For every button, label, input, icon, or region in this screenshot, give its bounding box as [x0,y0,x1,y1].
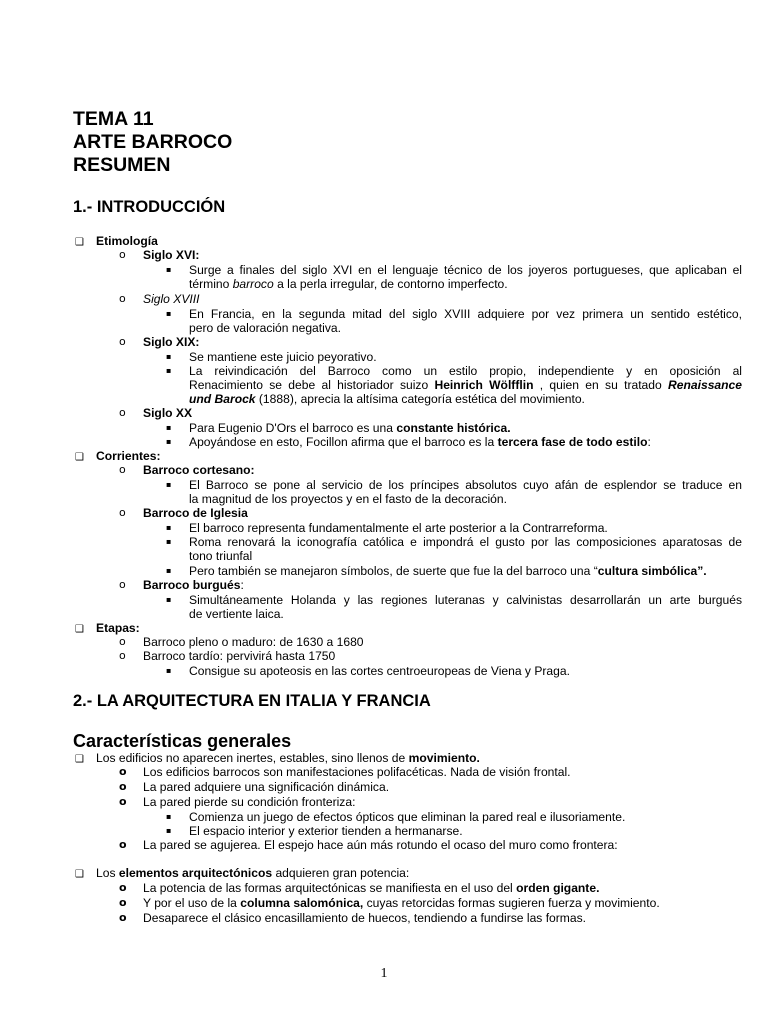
etapa-2-text: Barroco tardío: pervivirá hasta 1750 [143,649,336,663]
siglo-xviii-text-1: En Francia, en la segunda mitad del siglo XVIII adquiere por vez primera un sentido estético, [189,307,742,321]
circle-bullet-icon: o [119,911,127,924]
siglo-xix-text-2: La reivindicación del Barroco como un estilo propio, independiente y en oposición al [189,364,742,378]
iglesia-text-2: Roma renovará la iconografía católica e impondrá el gusto por las composiciones aparatosas de [189,535,742,549]
etapas-label: Etapas: [96,621,140,635]
circle-bullet-icon: o [119,506,126,519]
cortesano-text-2: la magnitud de los proyectos y en el fasto de la decoración. [189,492,507,506]
iglesia-text-1: El barroco representa fundamentalmente el arte posterior a la Contrarreforma. [189,521,608,535]
elementos-point: Los elementos arquitectónicos adquieren gran potencia: [96,866,410,880]
barroco-cortesano-label: Barroco cortesano: [143,463,255,477]
document-title [73,108,232,177]
siglo-xix-text-4: und Barock (1888), aprecia la altísima categoría estética del movimiento. [189,392,585,406]
siglo-xvi-text-2: término barroco a la perla irregular, de contorno imperfecto. [189,277,508,291]
circle-bullet-icon: o [119,649,126,662]
square-bullet-icon: ▪ [166,423,172,432]
movimiento-sub-1: Los edificios barrocos son manifestaciones polifacéticas. Nada de visión frontal. [143,765,571,779]
circle-bullet-icon: o [119,335,126,348]
square-bullet-icon: ▪ [166,265,172,274]
page-number: 1 [380,966,388,981]
siglo-xviii-label: Siglo XVIII [143,292,200,306]
square-bullet-icon: ▪ [166,666,172,675]
siglo-xx-text-1: Para Eugenio D'Ors el barroco es una constante histórica. [189,421,511,435]
movimiento-sub-4: La pared se agujerea. El espejo hace aún más rotundo el ocaso del muro como frontera: [143,838,618,852]
circle-bullet-icon: o [119,292,126,305]
checkbox-bullet-icon: ❑ [75,754,84,765]
etimologia-label: Etimología [96,234,158,248]
square-bullet-icon: ▪ [166,309,172,318]
checkbox-bullet-icon: ❑ [75,452,84,463]
iglesia-text-3: tono triunfal [189,549,253,563]
siglo-xix-text-1: Se mantiene este juicio peyorativo. [189,350,377,364]
corrientes-label: Corrientes: [96,449,161,463]
cortesano-text-1: El Barroco se pone al servicio de los príncipes absolutos cuyo afán de esplendor se traduce en [189,478,742,492]
title-line-2: ARTE BARROCO [73,131,233,153]
section-1-heading: 1.- INTRODUCCIÓN [73,198,226,216]
elementos-sub-1: La potencia de las formas arquitectónicas se manifiesta en el uso del orden gigante. [143,881,600,895]
siglo-xix-text-3: Renacimiento se debe al historiador suizo Heinrich Wölfflin , quien en su tratado Renaissance [189,378,742,392]
etapa-1-text: Barroco pleno o maduro: de 1630 a 1680 [143,635,364,649]
movimiento-point: Los edificios no aparecen inertes, estables, sino llenos de movimiento. [96,751,480,765]
square-bullet-icon: ▪ [166,523,172,532]
square-bullet-icon: ▪ [166,812,172,821]
barroco-iglesia-label: Barroco de Iglesia [143,506,248,520]
title-line-1: TEMA 11 [73,108,154,130]
movimiento-sub-3-detail-1: Comienza un juego de efectos ópticos que eliminan la pared real e ilusoriamente. [189,810,626,824]
circle-bullet-icon: o [119,795,127,808]
checkbox-bullet-icon: ❑ [75,869,84,880]
square-bullet-icon: ▪ [166,437,172,446]
iglesia-text-4: Pero también se manejaron símbolos, de suerte que fue la del barroco una “cultura simbólica”. [189,564,707,578]
square-bullet-icon: ▪ [166,366,172,375]
burgues-text-2: de vertiente laica. [189,607,284,621]
circle-bullet-icon: o [119,635,126,648]
siglo-xvi-text-1: Surge a finales del siglo XVI en el lenguaje técnico de los joyeros portugueses, que aplicaban el [189,263,742,277]
checkbox-bullet-icon: ❑ [75,624,84,635]
circle-bullet-icon: o [119,780,127,793]
siglo-xviii-text-2: pero de valoración negativa. [189,321,341,335]
elementos-sub-3: Desaparece el clásico encasillamiento de huecos, tendiendo a fundirse las formas. [143,911,587,925]
square-bullet-icon: ▪ [166,826,172,835]
square-bullet-icon: ▪ [166,537,172,546]
circle-bullet-icon: o [119,896,127,909]
burgues-text-1: Simultáneamente Holanda y las regiones luteranas y calvinistas desarrollarán un arte burgués [189,593,742,607]
square-bullet-icon: ▪ [166,352,172,361]
elementos-sub-2: Y por el uso de la columna salomónica, cuyas retorcidas formas sugieren fuerza y movimiento. [143,896,660,910]
square-bullet-icon: ▪ [166,480,172,489]
siglo-xx-text-2: Apoyándose en esto, Focillon afirma que el barroco es la tercera fase de todo estilo: [189,435,651,449]
square-bullet-icon: ▪ [166,566,172,575]
barroco-burgues-label: Barroco burgués: [143,578,244,592]
movimiento-sub-3: La pared pierde su condición fronteriza: [143,795,356,809]
siglo-xvi-label: Siglo XVI: [143,248,200,262]
section-2-heading: 2.- LA ARQUITECTURA EN ITALIA Y FRANCIA [73,692,431,710]
circle-bullet-icon: o [119,838,127,851]
circle-bullet-icon: o [119,578,126,591]
movimiento-sub-3-detail-2: El espacio interior y exterior tienden a hermanarse. [189,824,463,838]
siglo-xx-label: Siglo XX [143,406,193,420]
circle-bullet-icon: o [119,406,126,419]
square-bullet-icon: ▪ [166,595,172,604]
circle-bullet-icon: o [119,881,127,894]
siglo-xix-label: Siglo XIX: [143,335,200,349]
etapa-2-subtext: Consigue su apoteosis en las cortes centroeuropeas de Viena y Praga. [189,664,570,678]
circle-bullet-icon: o [119,765,127,778]
movimiento-sub-2: La pared adquiere una significación dinámica. [143,780,390,794]
checkbox-bullet-icon: ❑ [75,237,84,248]
title-line-3: RESUMEN [73,154,171,176]
caracteristicas-heading: Características generales [73,731,292,751]
circle-bullet-icon: o [119,248,126,261]
circle-bullet-icon: o [119,463,126,476]
